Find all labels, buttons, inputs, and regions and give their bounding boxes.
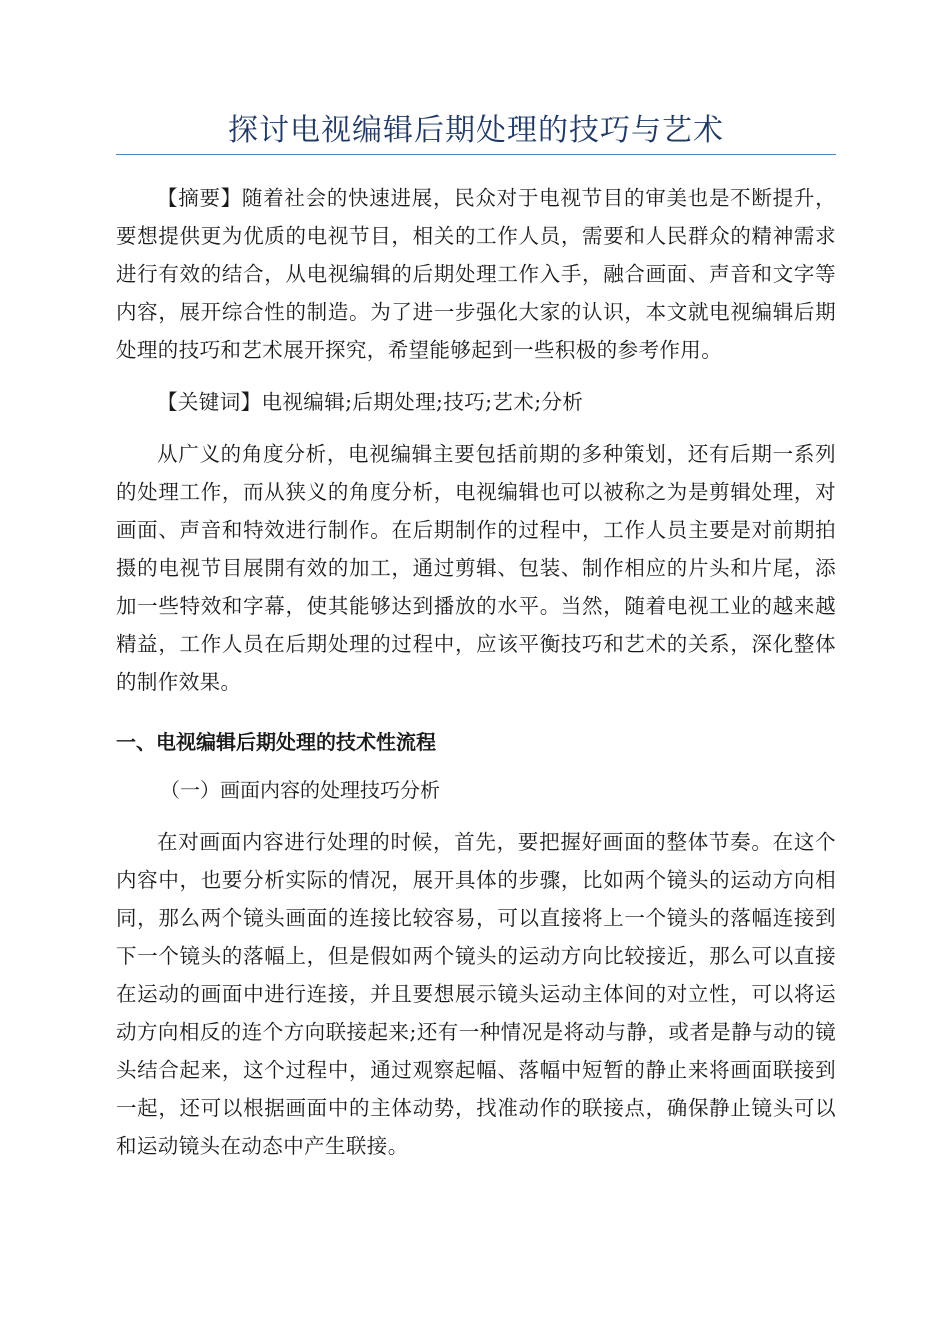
document-title: 探讨电视编辑后期处理的技巧与艺术 [228,113,724,148]
section-heading: 一、电视编辑后期处理的技术性流程 [116,730,436,754]
keywords-paragraph: 【关键词】电视编辑;后期处理;技巧;艺术;分析 [157,390,584,414]
abstract-paragraph: 【摘要】随着社会的快速进展，民众对于电视节目的审美也是不断提升，要想提供更为优质的电视节目，相关的工作人员，需要和人民群众的精神需求进行有效的结合，从电视编辑的后期处理工作入手，融合画面、声音和文字等内容，展开综合性的制造。为了进一步强化大家的认识，本文就电视编辑后期处理的技巧和艺术展开探究，希望能够起到一些积极的参考作用。 [116,186,836,362]
title-underline [116,154,836,155]
subsection-body-paragraph: 在对画面内容进行处理的时候，首先，要把握好画面的整体节奏。在这个内容中，也要分析实际的情况，展开具体的步骤，比如两个镜头的运动方向相同，那么两个镜头画面的连接比较容易，可以直接将上一个镜头的落幅连接到下一个镜头的落幅上，但是假如两个镜头的运动方向比较接近，那么可以直接在运动的画面中进行连接，并且要想展示镜头运动主体间的对立性，可以将运动方向相反的连个方向联接起来;还有一种情况是将动与静，或者是静与动的镜头结合起来，这个过程中，通过观察起幅、落幅中短暂的静止来将画面联接到一起，还可以根据画面中的主体动势，找准动作的联接点，确保静止镜头可以和运动镜头在动态中产生联接。 [116,830,836,1158]
document-page [116,108,836,1165]
subsection-heading: （一）画面内容的处理技巧分析 [160,778,440,802]
intro-paragraph: 从广义的角度分析，电视编辑主要包括前期的多种策划，还有后期一系列的处理工作，而从狭义的角度分析，电视编辑也可以被称之为是剪辑处理，对画面、声音和特效进行制作。在后期制作的过程中，工作人员主要是对前期拍摄的电视节目展開有效的加工，通过剪辑、包装、制作相应的片头和片尾，添加一些特效和字幕，使其能够达到播放的水平。当然，随着电视工业的越来越精益，工作人员在后期处理的过程中，应该平衡技巧和艺术的关系，深化整体的制作效果。 [116,442,836,694]
